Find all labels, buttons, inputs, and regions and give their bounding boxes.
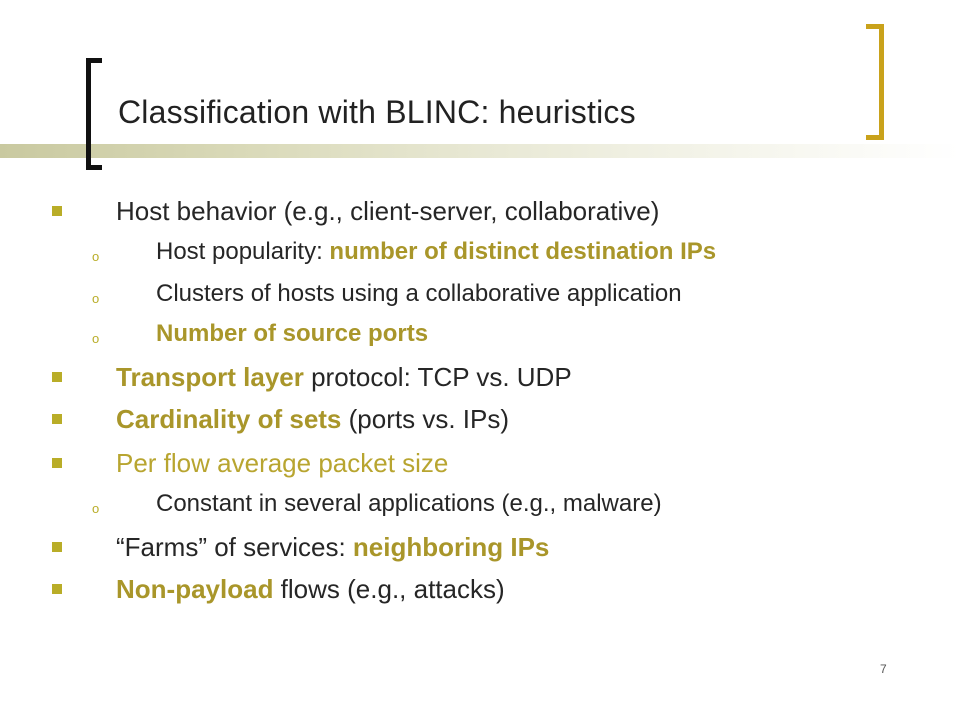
bullet-text: Constant in several applications (e.g., malware) [156, 490, 662, 517]
square-bullet-icon [52, 458, 62, 468]
sub-bullet-item [92, 320, 429, 348]
bullet-item [116, 574, 505, 605]
square-bullet-icon [52, 372, 62, 382]
bullet-item [116, 196, 659, 227]
circle-bullet-icon: o [92, 501, 100, 516]
sub-bullet-item [92, 490, 662, 518]
title-underline-rule [0, 144, 960, 158]
right-bracket-decoration [866, 24, 884, 140]
page-number: 7 [880, 662, 887, 676]
slide-title: Classification with BLINC: heuristics [118, 94, 636, 130]
square-bullet-icon [52, 542, 62, 552]
bullet-text: protocol: TCP vs. UDP [303, 362, 572, 392]
bullet-highlight: Transport layer [116, 362, 304, 392]
circle-bullet-icon: o [92, 331, 100, 346]
bullet-accent-text: Per flow average packet size [116, 448, 449, 478]
sub-bullet-item [92, 238, 717, 266]
bullet-highlight: Number of source ports [156, 320, 429, 347]
bullet-text: flows (e.g., attacks) [273, 574, 505, 604]
circle-bullet-icon: o [92, 291, 100, 306]
bullet-highlight: Cardinality of sets [116, 404, 342, 434]
left-bracket-decoration [86, 58, 102, 170]
circle-bullet-icon: o [92, 249, 100, 264]
square-bullet-icon [52, 206, 62, 216]
bullet-item [116, 404, 509, 435]
bullet-text: Host popularity: [156, 238, 330, 265]
bullet-item [116, 362, 572, 393]
bullet-text: “Farms” of services: [116, 532, 353, 562]
bullet-text: Host behavior (e.g., client-server, collaborative) [116, 196, 660, 226]
bullet-item [116, 448, 448, 479]
sub-bullet-item [92, 280, 682, 308]
bullet-item [116, 532, 549, 563]
bullet-text: Clusters of hosts using a collaborative application [156, 280, 682, 307]
bullet-highlight: Non-payload [116, 574, 274, 604]
bullet-highlight: number of distinct destination IPs [329, 238, 717, 265]
square-bullet-icon [52, 584, 62, 594]
square-bullet-icon [52, 414, 62, 424]
bullet-text: (ports vs. IPs) [341, 404, 509, 434]
bullet-highlight: neighboring IPs [352, 532, 550, 562]
